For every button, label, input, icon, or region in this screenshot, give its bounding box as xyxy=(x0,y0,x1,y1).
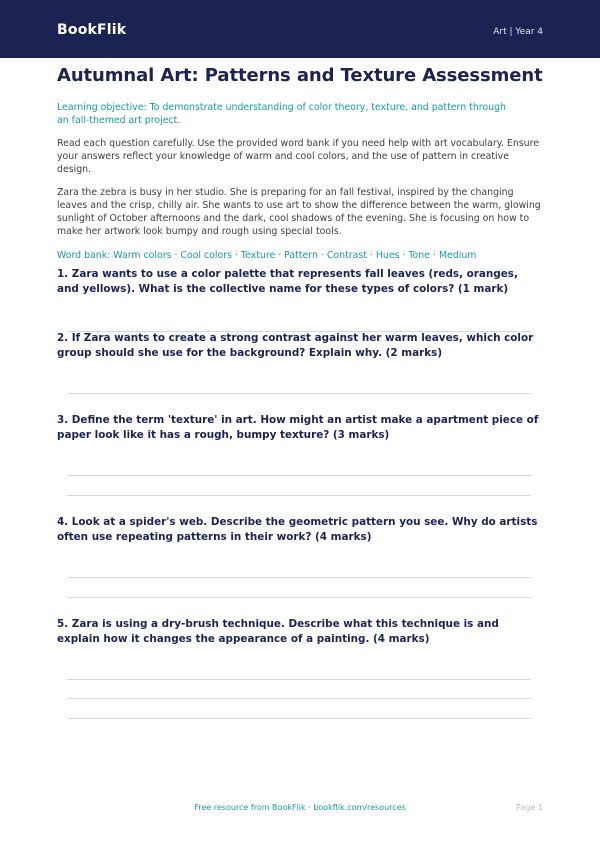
question-5: 5. Zara is using a dry-brush technique. Describe what this technique is and explain how it changes the appearance of a painting. (4 marks) xyxy=(57,618,499,645)
answer-line[interactable] xyxy=(67,679,531,680)
page-number: Page 1 xyxy=(516,803,543,812)
learning-objective: Learning objective: To demonstrate understanding of color theory, texture, and pattern through an fall-themed art project. xyxy=(57,102,506,126)
question-1: 1. Zara wants to use a color palette that represents fall leaves (reds, oranges, and yellows). What is the collective name for these types of colors? (1 mark) xyxy=(57,268,518,295)
footer-resource-link[interactable]: Free resource from BookFlik · bookflik.com/resources xyxy=(194,803,406,812)
worksheet-intro xyxy=(57,64,543,262)
question-3: 3. Define the term 'texture' in art. How might an artist make a apartment piece of paper look like it has a rough, bumpy texture? (3 marks) xyxy=(57,414,539,441)
answer-line[interactable] xyxy=(67,393,531,394)
story-paragraph: Zara the zebra is busy in her studio. She is preparing for an fall festival, inspired by the changing leaves and the crisp, chilly air. She wants to use art to show the difference between the warm, glowing sunlight of October afternoons and the dark, cool shadows of the evening. She is focusing on how to make her artwork look bumpy and rough using special tools. xyxy=(57,187,541,237)
answer-line[interactable] xyxy=(67,475,531,476)
subject-year-label: Art | Year 4 xyxy=(493,27,543,37)
question-2: 2. If Zara wants to create a strong contrast against her warm leaves, which color group should she use for the background? Explain why. (2 marks) xyxy=(57,332,534,359)
header-bar xyxy=(0,0,600,58)
question-4: 4. Look at a spider's web. Describe the geometric pattern you see. Why do artists often use repeating patterns in their work? (4 marks) xyxy=(57,516,538,543)
word-bank: Word bank: Warm colors · Cool colors · Texture · Pattern · Contrast · Hues · Tone · Medium xyxy=(57,250,477,261)
page-title: Autumnal Art: Patterns and Texture Assessment xyxy=(57,65,543,86)
answer-line[interactable] xyxy=(67,698,531,699)
instructions-paragraph: Read each question carefully. Use the provided word bank if you need help with art vocabulary. Ensure your answers reflect your knowledge of warm and cool colors, and the use of pattern in creative design. xyxy=(57,138,540,175)
answer-line[interactable] xyxy=(67,495,531,496)
brand-logo-text: BookFlik xyxy=(57,22,127,38)
answer-line[interactable] xyxy=(67,597,531,598)
answer-line[interactable] xyxy=(67,577,531,578)
answer-line[interactable] xyxy=(67,718,531,719)
